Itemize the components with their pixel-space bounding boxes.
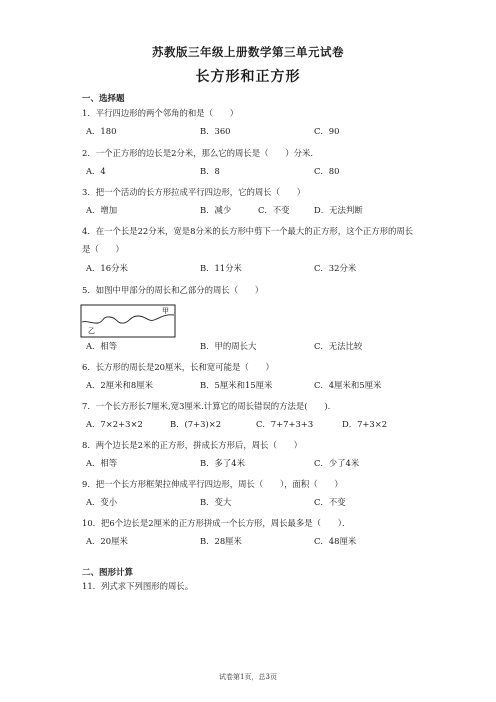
q4-option-a: A．16分米: [86, 263, 128, 273]
q7-option-c: C．7+7+3+3: [256, 419, 314, 429]
q4-option-c: C．32分米: [314, 263, 357, 273]
q10-option-a: A．20厘米: [86, 536, 128, 546]
q5-option-c: C．无法比较: [314, 341, 363, 351]
exam-subtitle: 长方形和正方形: [195, 69, 301, 85]
q6-option-a: A．2厘米和8厘米: [86, 380, 153, 390]
question-8: 8．两个边长是2米的正方形，拼成长方形后，周长（ ）: [82, 440, 303, 450]
q1-option-b: B．360: [200, 126, 231, 136]
page-footer: 试卷第1页，总3页: [219, 673, 277, 681]
q9-option-b: B．变大: [200, 497, 232, 507]
question-4: 4．在一个长是22分米，宽是8分米的长方形中剪下一个最大的正方形，这个正方形的周长是（ ）: [82, 226, 414, 254]
figure-label-jia: 甲: [162, 307, 169, 315]
question-5: 5．如图中甲部分的周长和乙部分的周长（ ）: [82, 285, 264, 295]
q2-option-a: A．4: [86, 166, 106, 176]
question-6: 6．长方形的周长是20厘米，长和宽可能是（ ）: [82, 362, 274, 372]
q8-option-c: C．少了4米: [314, 458, 360, 468]
q5-option-b: B．甲的周长大: [200, 341, 257, 351]
q3-option-a: A．增加: [86, 205, 118, 215]
q7-option-a: A．7×2+3×2: [86, 419, 143, 429]
q7-option-b: B．(7+3)×2: [170, 419, 222, 429]
figure-label-yi: 乙: [88, 327, 95, 335]
q3-option-c: C．不变: [258, 205, 290, 215]
q6-option-b: B．5厘米和15厘米: [200, 380, 273, 390]
question-3: 3．把一个活动的长方形拉成平行四边形，它的周长（ ）: [82, 187, 306, 197]
q8-option-a: A．相等: [86, 458, 118, 468]
q8-option-b: B．多了4米: [200, 458, 245, 468]
q3-option-d: D．无法判断: [314, 205, 363, 215]
q10-option-b: B．28厘米: [200, 536, 242, 546]
question-2: 2．一个正方形的边长是2分米，那么它的周长是（ ）分米.: [82, 148, 314, 158]
question-1: 1．平行四边形的两个邻角的和是（ ）: [82, 108, 239, 118]
q2-option-b: B．8: [200, 166, 220, 176]
question-9: 9．把一个长方形框架拉伸成平行四边形，周长（ ），面积（ ）: [82, 479, 343, 489]
figure-jia-yi: [80, 304, 176, 338]
q1-option-c: C．90: [314, 126, 340, 136]
exam-title: 苏教版三年级上册数学第三单元试卷: [152, 45, 344, 59]
question-11: 11．列式求下列图形的周长。: [82, 581, 194, 591]
q9-option-c: C．不变: [314, 497, 346, 507]
q5-option-a: A．相等: [86, 341, 118, 351]
section-figure-calc: 二、图形计算: [82, 568, 134, 578]
q4-option-b: B．11分米: [200, 263, 242, 273]
q3-option-b: B．减少: [200, 205, 232, 215]
q10-option-c: C．48厘米: [314, 536, 357, 546]
question-10: 10．把6个边长是2厘米的正方形拼成一个长方形，周长最多是（ ）．: [82, 518, 351, 528]
q2-option-c: C．80: [314, 166, 340, 176]
question-7: 7．一个长方形长7厘米,宽3厘米.计算它的周长错误的方法是( ).: [82, 401, 331, 411]
q6-option-c: C．4厘米和5厘米: [314, 380, 382, 390]
q1-option-a: A．180: [86, 126, 117, 136]
q7-option-d: D．7+3×2: [342, 419, 388, 429]
q9-option-a: A．变小: [86, 497, 118, 507]
section-choice: 一、选择题: [82, 94, 125, 104]
